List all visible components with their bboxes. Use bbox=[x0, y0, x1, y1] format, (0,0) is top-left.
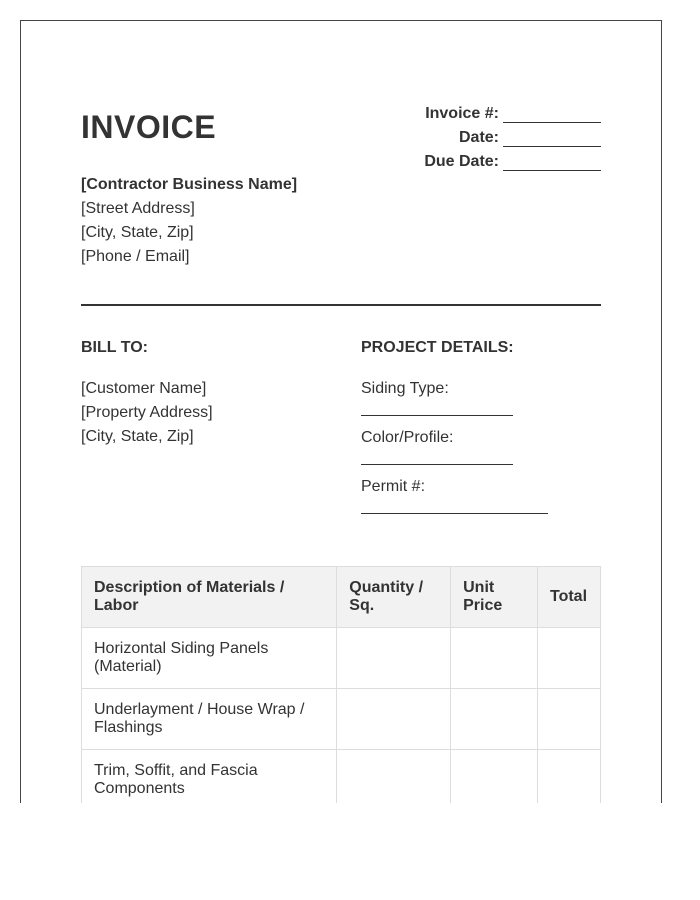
contractor-city: [City, State, Zip] bbox=[81, 224, 194, 241]
contractor-street: [Street Address] bbox=[81, 200, 195, 217]
unit-price-cell[interactable] bbox=[451, 689, 538, 750]
total-header: Total bbox=[537, 567, 600, 628]
date-row bbox=[424, 123, 601, 147]
quantity-header: Quantity / Sq. bbox=[337, 567, 451, 628]
description-cell: Underlayment / House Wrap / Flashings bbox=[82, 689, 337, 750]
invoice-number-row bbox=[424, 99, 601, 123]
quantity-cell[interactable] bbox=[337, 750, 451, 804]
quantity-cell[interactable] bbox=[337, 689, 451, 750]
contractor-contact: [Phone / Email] bbox=[81, 248, 190, 265]
invoice-number-label: Invoice #: bbox=[425, 105, 499, 122]
siding-type-label: Siding Type: bbox=[361, 380, 449, 397]
description-cell: Trim, Soffit, and Fascia Components bbox=[82, 750, 337, 804]
due-date-row bbox=[424, 147, 601, 171]
total-cell[interactable] bbox=[537, 628, 600, 689]
unit-price-cell[interactable] bbox=[451, 628, 538, 689]
project-details bbox=[361, 377, 548, 524]
table-row bbox=[82, 689, 601, 750]
invoice-meta bbox=[424, 99, 601, 171]
invoice-title: INVOICE bbox=[81, 109, 217, 145]
date-label: Date: bbox=[458, 129, 499, 146]
contractor-name: [Contractor Business Name] bbox=[81, 176, 298, 193]
project-details-heading: PROJECT DETAILS: bbox=[361, 339, 514, 356]
customer-city: [City, State, Zip] bbox=[81, 428, 194, 445]
bill-to-heading: BILL TO: bbox=[81, 339, 148, 356]
quantity-cell[interactable] bbox=[337, 628, 451, 689]
invoice-page bbox=[20, 20, 662, 803]
unit-price-cell[interactable] bbox=[451, 750, 538, 804]
customer-name: [Customer Name] bbox=[81, 380, 207, 397]
line-items-table bbox=[81, 566, 601, 803]
color-profile-label: Color/Profile: bbox=[361, 429, 454, 446]
bill-to-info bbox=[81, 377, 213, 449]
contractor-info bbox=[81, 173, 297, 269]
table-row bbox=[82, 628, 601, 689]
siding-type-field[interactable] bbox=[361, 401, 513, 416]
property-address: [Property Address] bbox=[81, 404, 213, 421]
header-divider bbox=[81, 304, 601, 306]
unit-price-header: Unit Price bbox=[451, 567, 538, 628]
total-cell[interactable] bbox=[537, 689, 600, 750]
permit-field[interactable] bbox=[361, 499, 548, 514]
description-header: Description of Materials / Labor bbox=[82, 567, 337, 628]
table-header-row bbox=[82, 567, 601, 628]
total-cell[interactable] bbox=[537, 750, 600, 804]
description-cell: Horizontal Siding Panels (Material) bbox=[82, 628, 337, 689]
table-row bbox=[82, 750, 601, 804]
permit-label: Permit #: bbox=[361, 478, 426, 495]
date-field[interactable] bbox=[503, 128, 601, 147]
color-profile-field[interactable] bbox=[361, 450, 513, 465]
due-date-label: Due Date: bbox=[424, 153, 499, 170]
due-date-field[interactable] bbox=[503, 152, 601, 171]
invoice-number-field[interactable] bbox=[503, 104, 601, 123]
